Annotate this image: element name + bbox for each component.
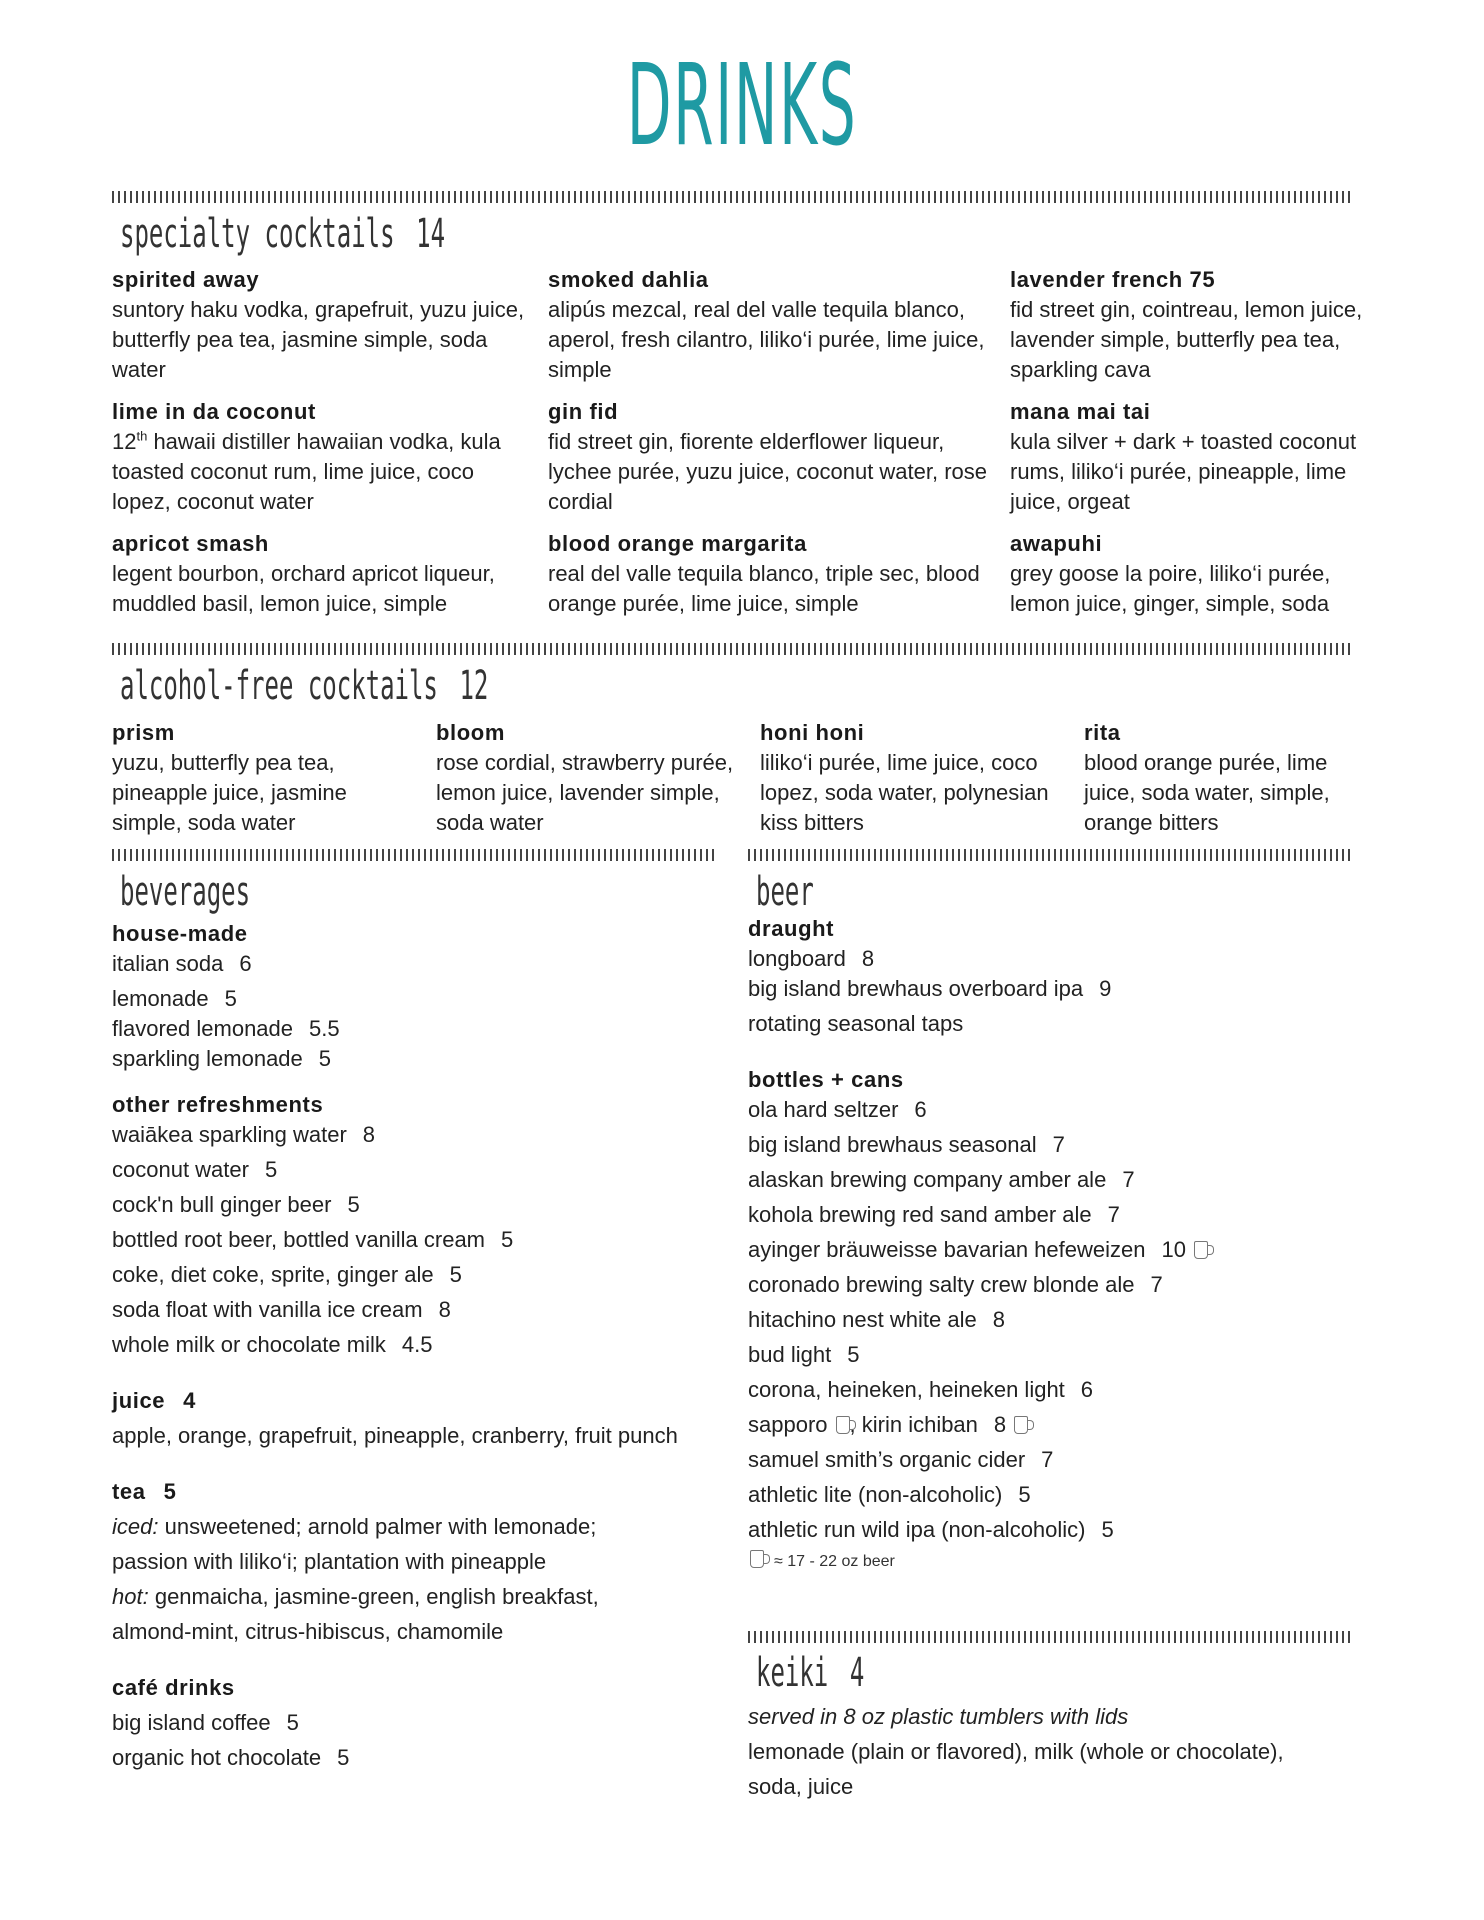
keiki-note: served in 8 oz plastic tumblers with lids <box>748 1704 1129 1729</box>
item-name: gin fid <box>548 399 619 424</box>
cocktail-item <box>548 265 988 385</box>
section-title: beer <box>756 869 814 915</box>
list-item: whole milk or chocolate milk 4.5 <box>112 1332 433 1357</box>
section-price: 14 <box>416 211 446 257</box>
list-item: sparkling lemonade 5 <box>112 1046 332 1071</box>
beer-column <box>748 914 1358 1574</box>
list-item: coke, diet coke, sprite, ginger ale 5 <box>112 1262 462 1287</box>
section-price: 4 <box>849 1650 865 1696</box>
list-item: big island brewhaus seasonal 7 <box>748 1132 1065 1157</box>
item-desc: kula silver + dark + toasted coconut rums, liliko‘i purée, pineapple, lime juice, orgeat <box>1010 429 1357 514</box>
divider <box>112 191 1354 203</box>
subsection-title: juice 4 <box>112 1388 196 1413</box>
item-name: awapuhi <box>1010 531 1103 556</box>
list-item: ayinger bräuweisse bavarian hefeweizen 10 <box>748 1235 1358 1265</box>
beer-mug-icon <box>836 1416 850 1434</box>
subsection-title: house-made <box>112 921 248 946</box>
item-desc: alipús mezcal, real del valle tequila blanco, aperol, fresh cilantro, liliko‘i purée, lime juice, simple <box>548 297 985 382</box>
cocktail-item <box>548 397 988 517</box>
item-desc: legent bourbon, orchard apricot liqueur, muddled basil, lemon juice, simple <box>112 561 495 616</box>
list-item: coronado brewing salty crew blonde ale 7 <box>748 1272 1163 1297</box>
list-item: flavored lemonade 5.5 <box>112 1016 340 1041</box>
list-item: alaskan brewing company amber ale 7 <box>748 1167 1135 1192</box>
list-item: athletic lite (non-alcoholic) 5 <box>748 1482 1031 1507</box>
subsection-title: draught <box>748 916 835 941</box>
list-item: soda, juice <box>748 1774 854 1799</box>
list-item: italian soda 6 <box>112 951 252 976</box>
subsection-title: café drinks <box>112 1675 235 1700</box>
subsection-title: tea 5 <box>112 1479 177 1504</box>
beer-mug-icon <box>750 1550 764 1568</box>
list-item: soda float with vanilla ice cream 8 <box>112 1297 451 1322</box>
item-desc: 12th hawaii distiller hawaiian vodka, kula toasted coconut rum, lime juice, coco lopez, coconut water <box>112 428 501 514</box>
item-desc: real del valle tequila blanco, triple sec, blood orange purée, lime juice, simple <box>548 561 980 616</box>
item-desc: liliko‘i purée, lime juice, coco lopez, soda water, polynesian kiss bitters <box>760 750 1049 835</box>
item-name: lavender french 75 <box>1010 267 1216 292</box>
list-item: longboard 8 <box>748 946 875 971</box>
section-heading-beer <box>756 869 814 915</box>
item-name: blood orange margarita <box>548 531 807 556</box>
list-item: kohola brewing red sand amber ale 7 <box>748 1202 1120 1227</box>
item-desc: yuzu, butterfly pea tea, pineapple juice, jasmine simple, soda water <box>112 750 347 835</box>
item-name: smoked dahlia <box>548 267 709 292</box>
mocktail-item <box>1084 718 1374 838</box>
divider <box>112 849 714 861</box>
list-item: corona, heineken, heineken light 6 <box>748 1377 1094 1402</box>
section-title: beverages <box>120 869 251 915</box>
beer-size-legend: ≈ 17 - 22 oz beer <box>748 1550 1358 1574</box>
item-name: prism <box>112 720 175 745</box>
section-heading-keiki <box>756 1650 865 1696</box>
divider <box>748 1631 1354 1643</box>
cocktail-item <box>112 265 532 385</box>
mocktail-item <box>760 718 1060 838</box>
list-item: sapporo , kirin ichiban 8 <box>748 1410 1358 1440</box>
page-title: DRINKS <box>626 41 858 171</box>
item-name: lime in da coconut <box>112 399 316 424</box>
list-item: athletic run wild ipa (non-alcoholic) 5 <box>748 1517 1114 1542</box>
section-heading-beverages <box>120 869 251 915</box>
item-name: spirited away <box>112 267 260 292</box>
list-item: waiākea sparkling water 8 <box>112 1122 376 1147</box>
item-desc: rose cordial, strawberry purée, lemon juice, lavender simple, soda water <box>436 750 734 835</box>
cocktail-item <box>1010 397 1390 517</box>
beverages-column <box>112 919 712 1773</box>
section-heading-specialty <box>120 211 446 257</box>
item-desc: suntory haku vodka, grapefruit, yuzu juice, butterfly pea tea, jasmine simple, soda water <box>112 297 525 382</box>
cocktail-item <box>548 529 988 619</box>
list-item: lemonade 5 <box>112 986 237 1011</box>
cocktail-item <box>112 529 532 619</box>
mocktail-item <box>436 718 736 838</box>
item-name: rita <box>1084 720 1121 745</box>
list-item: samuel smith’s organic cider 7 <box>748 1447 1054 1472</box>
list-item: passion with liliko‘i; plantation with pineapple <box>112 1549 547 1574</box>
item-desc: fid street gin, cointreau, lemon juice, lavender simple, butterfly pea tea, sparkling cava <box>1010 297 1363 382</box>
item-name: mana mai tai <box>1010 399 1151 424</box>
list-item: cock'n bull ginger beer 5 <box>112 1192 360 1217</box>
cocktail-item <box>1010 529 1390 619</box>
section-title: specialty cocktails <box>120 211 395 257</box>
list-item: coconut water 5 <box>112 1157 278 1182</box>
list-item: rotating seasonal taps <box>748 1011 964 1036</box>
item-name: apricot smash <box>112 531 269 556</box>
list-item: hot: genmaicha, jasmine-green, english breakfast, <box>112 1584 599 1609</box>
mocktail-item <box>112 718 412 838</box>
divider <box>112 643 1354 655</box>
beer-mug-icon <box>1194 1241 1208 1259</box>
list-item: apple, orange, grapefruit, pineapple, cranberry, fruit punch <box>112 1423 678 1448</box>
list-item: almond-mint, citrus-hibiscus, chamomile <box>112 1619 504 1644</box>
list-item: iced: unsweetened; arnold palmer with lemonade; <box>112 1514 597 1539</box>
list-item: bottled root beer, bottled vanilla cream 5 <box>112 1227 514 1252</box>
cocktail-item <box>1010 265 1390 385</box>
beer-mug-icon <box>1014 1416 1028 1434</box>
section-title: alcohol-free cocktails <box>120 663 438 709</box>
item-name: bloom <box>436 720 505 745</box>
section-price: 12 <box>459 663 489 709</box>
section-heading-alcohol-free <box>120 663 489 709</box>
divider <box>748 849 1354 861</box>
list-item: organic hot chocolate 5 <box>112 1745 350 1770</box>
list-item: ola hard seltzer 6 <box>748 1097 927 1122</box>
cocktail-item <box>112 397 532 517</box>
list-item: big island brewhaus overboard ipa 9 <box>748 976 1112 1001</box>
subsection-title: bottles + cans <box>748 1067 904 1092</box>
item-name: honi honi <box>760 720 865 745</box>
section-title: keiki <box>756 1650 829 1696</box>
list-item: bud light 5 <box>748 1342 860 1367</box>
item-desc: grey goose la poire, liliko‘i purée, lemon juice, ginger, simple, soda <box>1010 561 1331 616</box>
subsection-title: other refreshments <box>112 1092 324 1117</box>
list-item: lemonade (plain or flavored), milk (whole or chocolate), <box>748 1739 1284 1764</box>
list-item: big island coffee 5 <box>112 1710 299 1735</box>
list-item: hitachino nest white ale 8 <box>748 1307 1005 1332</box>
item-desc: fid street gin, fiorente elderflower liqueur, lychee purée, yuzu juice, coconut water, rose cordial <box>548 429 988 514</box>
item-desc: blood orange purée, lime juice, soda water, simple, orange bitters <box>1084 750 1330 835</box>
keiki-column <box>748 1702 1358 1802</box>
